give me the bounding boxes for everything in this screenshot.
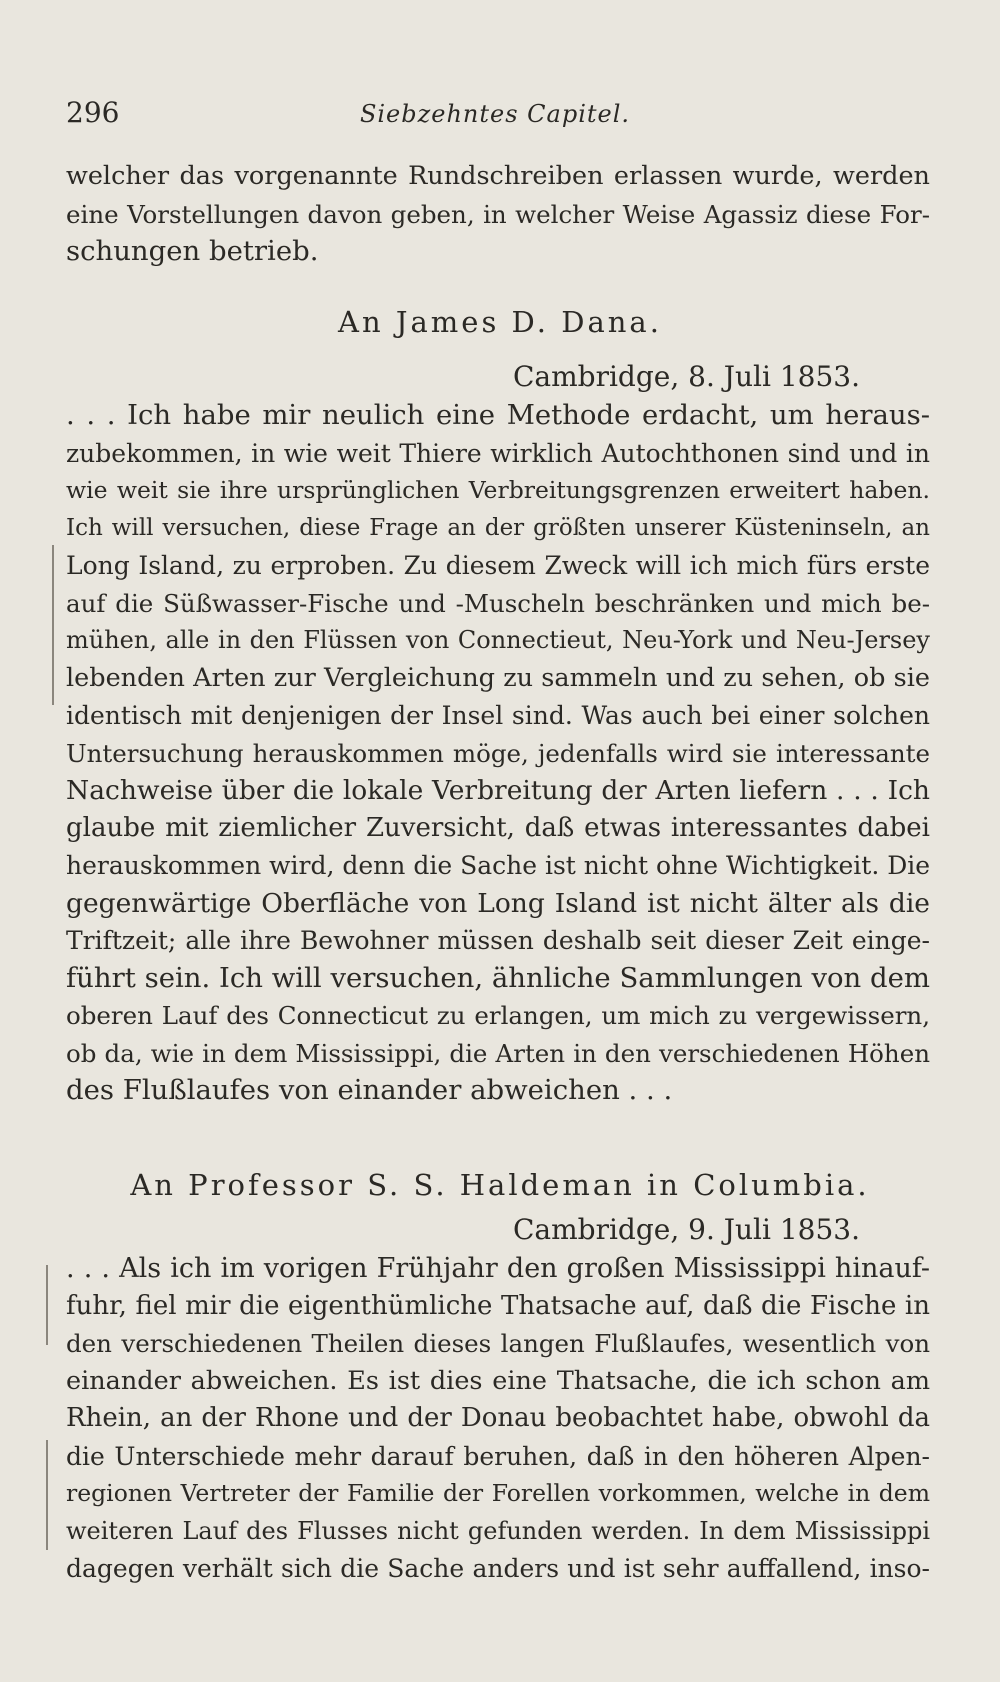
text-line: zubekommen, in wie weit Thiere wirklich Autochthonen sind und in bbox=[66, 438, 930, 468]
text-line: den verschiedenen Theilen dieses langen Flußlaufes, wesentlich von bbox=[66, 1329, 930, 1358]
margin-pencil-mark bbox=[46, 1440, 48, 1550]
text-line: Ich will versuchen, diese Frage an der größten unserer Küsteninseln, an bbox=[66, 514, 930, 541]
letter1-dateline: Cambridge, 8. Juli 1853. bbox=[513, 360, 860, 393]
text-line: weiteren Lauf des Flusses nicht gefunden werden. In dem Mississippi bbox=[66, 1516, 930, 1545]
text-line: ob da, wie in dem Mississippi, die Arten in den verschiedenen Höhen bbox=[66, 1038, 930, 1068]
text-line: mühen, alle in den Flüssen von Connectieut, Neu-York und Neu-Jersey bbox=[66, 626, 930, 654]
text-line: die Unterschiede mehr darauf beruhen, daß in den höheren Alpen- bbox=[66, 1441, 930, 1471]
page-number: 296 bbox=[66, 96, 120, 129]
margin-pencil-mark bbox=[52, 545, 54, 705]
text-line: Triftzeit; alle ihre Bewohner müssen deshalb seit dieser Zeit einge- bbox=[66, 926, 930, 955]
text-line: schungen betrieb. bbox=[66, 235, 319, 267]
text-line: herauskommen wird, denn die Sache ist nicht ohne Wichtigkeit. Die bbox=[66, 851, 930, 880]
text-line: gegenwärtige Oberfläche von Long Island ist nicht älter als die bbox=[66, 887, 930, 919]
text-line: oberen Lauf des Connecticut zu erlangen, um mich zu vergewissern, bbox=[66, 1001, 930, 1030]
text-line: Nachweise über die lokale Verbreitung der Arten liefern . . . Ich bbox=[66, 775, 930, 806]
intro-paragraph bbox=[66, 158, 930, 271]
text-line: wie weit sie ihre ursprünglichen Verbreitungsgrenzen erweitert haben. bbox=[66, 476, 930, 504]
letter2-body bbox=[66, 1250, 930, 1588]
text-line: lebenden Arten zur Vergleichung zu sammeln und zu sehen, ob sie bbox=[66, 662, 930, 693]
text-line: fuhr, fiel mir die eigenthümliche Thatsache auf, daß die Fische in bbox=[66, 1290, 930, 1321]
margin-pencil-mark bbox=[46, 1265, 48, 1345]
text-line: führt sein. Ich will versuchen, ähnliche Sammlungen von dem bbox=[66, 961, 930, 994]
text-line: . . . Als ich im vorigen Frühjahr den großen Mississippi hinauf- bbox=[66, 1253, 930, 1284]
letter1-body bbox=[66, 397, 930, 1110]
letter1-heading: An James D. Dana. bbox=[338, 305, 662, 339]
text-line: identisch mit denjenigen der Insel sind. Was auch bei einer solchen bbox=[66, 701, 930, 730]
text-line: Untersuchung herauskommen möge, jedenfalls wird sie interessante bbox=[66, 738, 930, 768]
text-line: glaube mit ziemlicher Zuversicht, daß etwas interessantes dabei bbox=[66, 812, 930, 843]
text-line: einander abweichen. Es ist dies eine Thatsache, die ich schon am bbox=[66, 1365, 930, 1396]
text-line: Long Island, zu erproben. Zu diesem Zweck will ich mich fürs erste bbox=[66, 551, 930, 580]
text-line: eine Vorstellungen davon geben, in welcher Weise Agassiz diese For- bbox=[66, 199, 930, 229]
text-line: auf die Süßwasser-Fische und -Muscheln beschränken und mich be- bbox=[66, 588, 930, 618]
letter2-dateline: Cambridge, 9. Juli 1853. bbox=[513, 1213, 860, 1246]
text-line: Rhein, an der Rhone und der Donau beobachtet habe, obwohl da bbox=[66, 1403, 930, 1433]
text-line: regionen Vertreter der Familie der Forellen vorkommen, welche in dem bbox=[66, 1479, 930, 1507]
text-line: des Flußlaufes von einander abweichen . . . bbox=[66, 1074, 673, 1106]
page-header bbox=[66, 96, 924, 136]
letter2-heading: An Professor S. S. Haldeman in Columbia. bbox=[130, 1168, 870, 1202]
text-line: dagegen verhält sich die Sache anders und ist sehr auffallend, inso- bbox=[66, 1554, 930, 1583]
text-line: . . . Ich habe mir neulich eine Methode erdacht, um heraus- bbox=[66, 399, 930, 431]
running-head: Siebzehntes Capitel. bbox=[359, 100, 631, 128]
text-line: welcher das vorgenannte Rundschreiben erlassen wurde, werden bbox=[66, 161, 930, 191]
